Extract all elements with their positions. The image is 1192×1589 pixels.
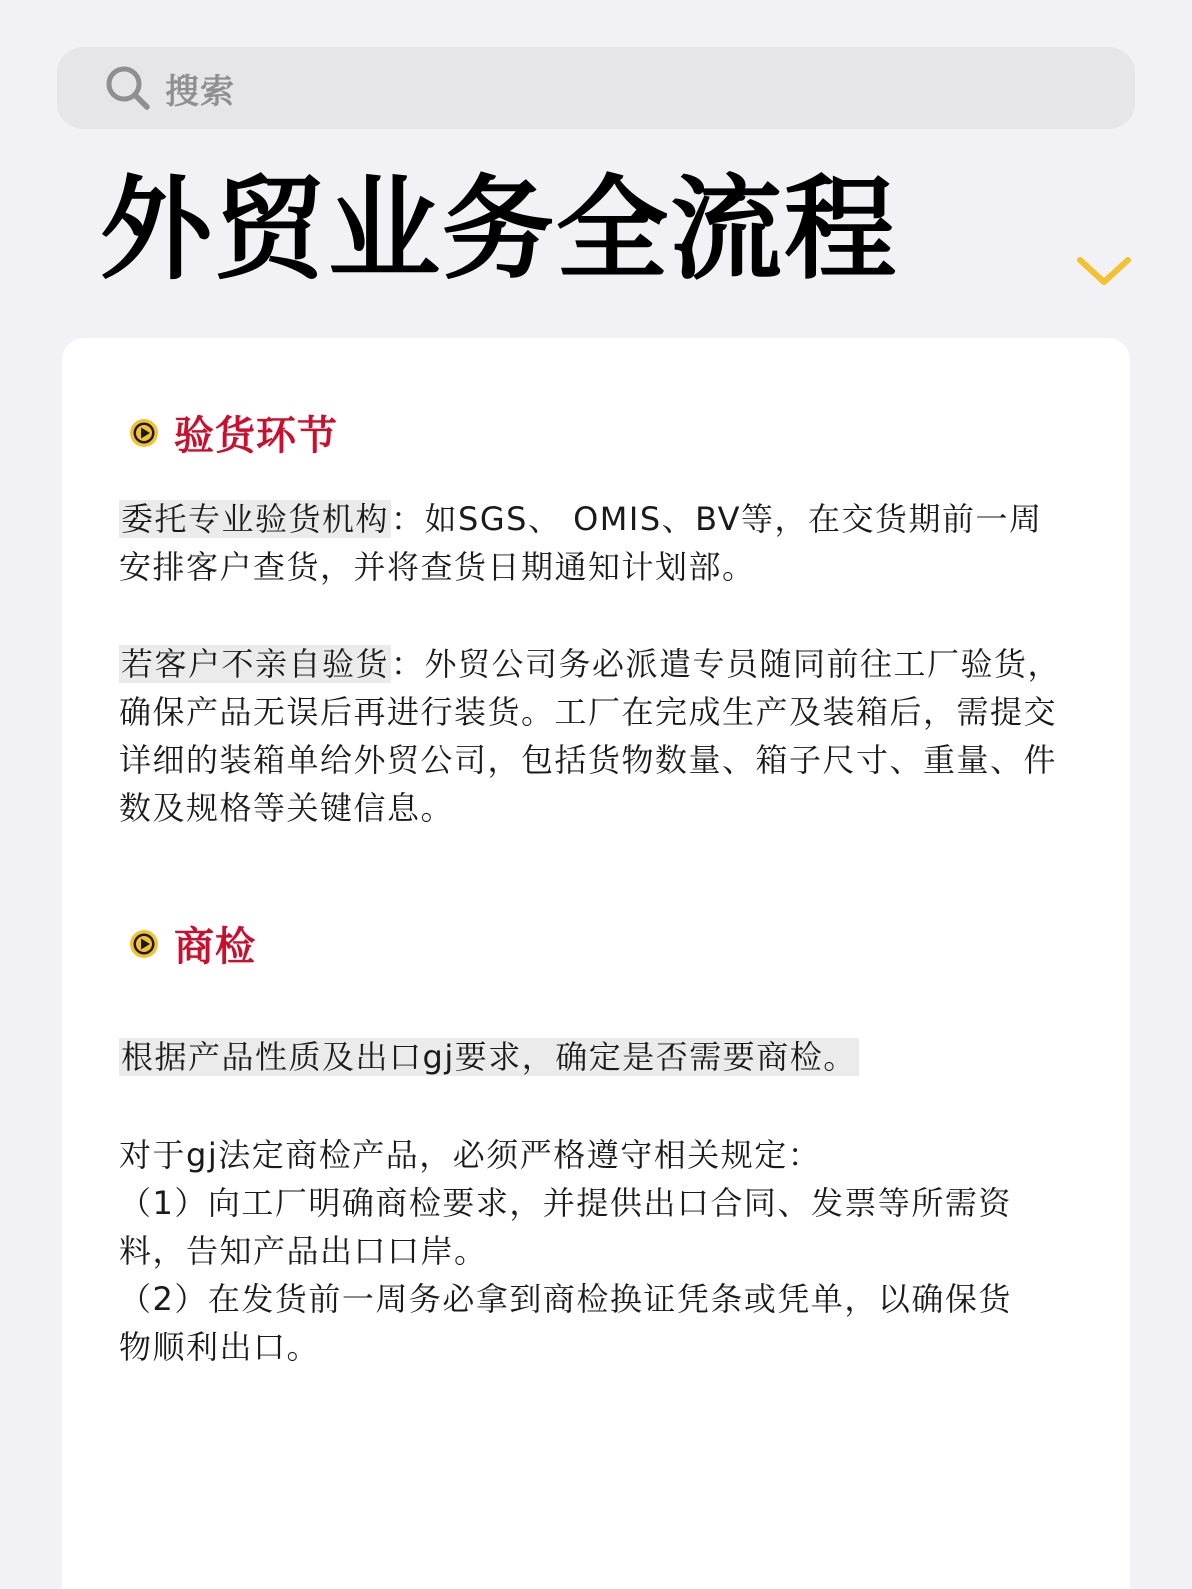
body-text: 对于gj法定商检产品，必须严格遵守相关规定： [119,1136,822,1174]
play-icon [128,417,160,449]
section-heading-commodity-inspection [128,915,256,972]
highlight-text: 根据产品性质及出口gj要求，确定是否需要商检。 [121,1038,857,1076]
section-title: 验货环节 [174,413,338,459]
body-text: ：如SGS、 OMIS、BV等，在交货期前一周安排客户查货，并将查货日期通知计划部。 [119,500,1043,586]
section-heading-inspection [128,404,338,461]
paragraph-determine-inspection [119,1033,1069,1081]
content-card [62,338,1130,1589]
play-icon [128,928,160,960]
chevron-down-icon[interactable] [1074,252,1134,292]
paragraph-legal-inspection [119,1131,1039,1371]
list-item: （1）向工厂明确商检要求，并提供出口合同、发票等所需资料，告知产品出口口岸。 [119,1184,1012,1270]
page-title: 外贸业务全流程 [100,165,898,295]
search-icon [105,65,151,111]
section-title: 商检 [174,924,256,970]
highlight-text: 若客户不亲自验货 [121,645,390,683]
list-item: （2）在发货前一周务必拿到商检换证凭条或凭单，以确保货物顺利出口。 [119,1280,1012,1366]
search-bar[interactable] [57,47,1135,129]
paragraph-inspection-agency [119,495,1069,591]
paragraph-no-client-inspection [119,640,1069,832]
search-input[interactable]: 搜索 [165,71,235,112]
body-text: ：外贸公司务必派遣专员随同前往工厂验货，确保产品无误后再进行装货。工厂在完成生产及装箱后，需提交详细的装箱单给外贸公司，包括货物数量、箱子尺寸、重量、件数及规格等关键信息。 [119,645,1062,827]
highlight-text: 委托专业验货机构 [121,500,390,538]
